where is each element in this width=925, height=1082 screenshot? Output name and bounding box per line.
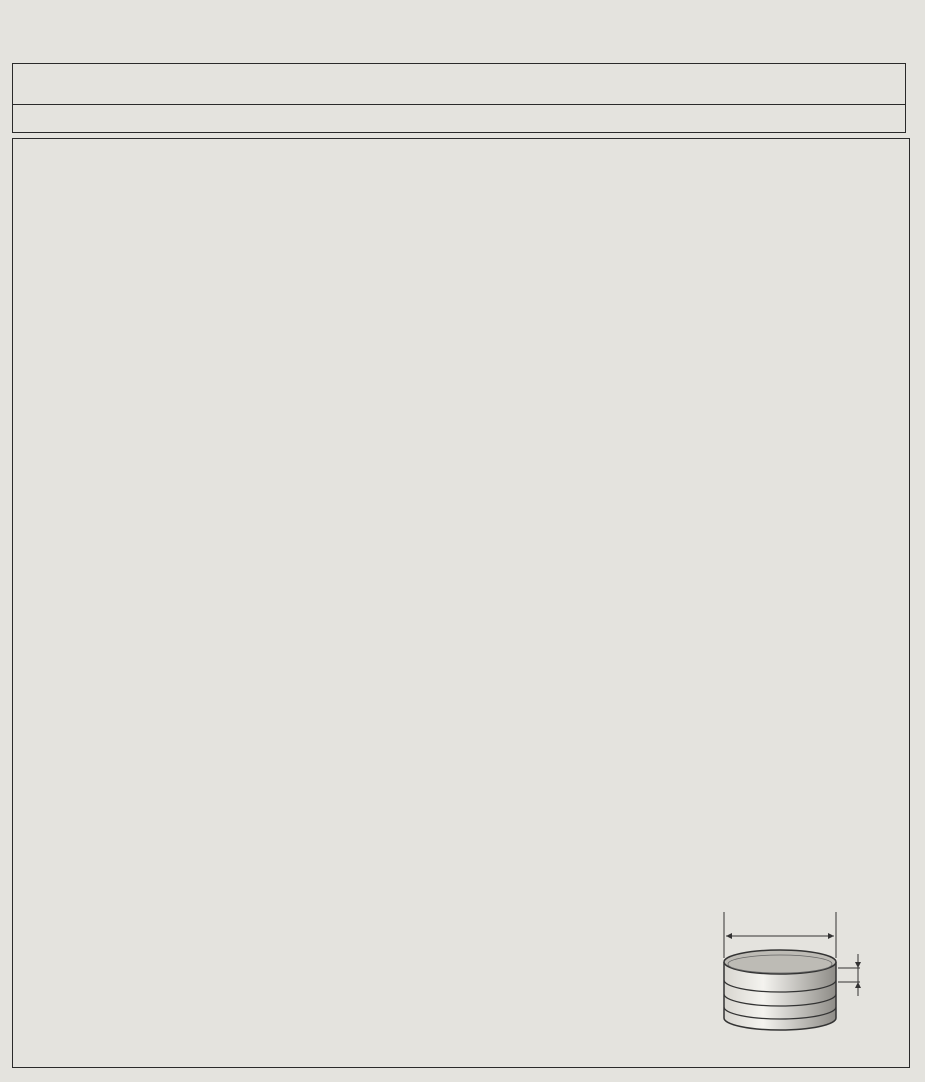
tank-icon (710, 910, 890, 1040)
tank-diagram (710, 910, 890, 1040)
height-table (12, 63, 906, 133)
height-table-divider (13, 104, 905, 105)
